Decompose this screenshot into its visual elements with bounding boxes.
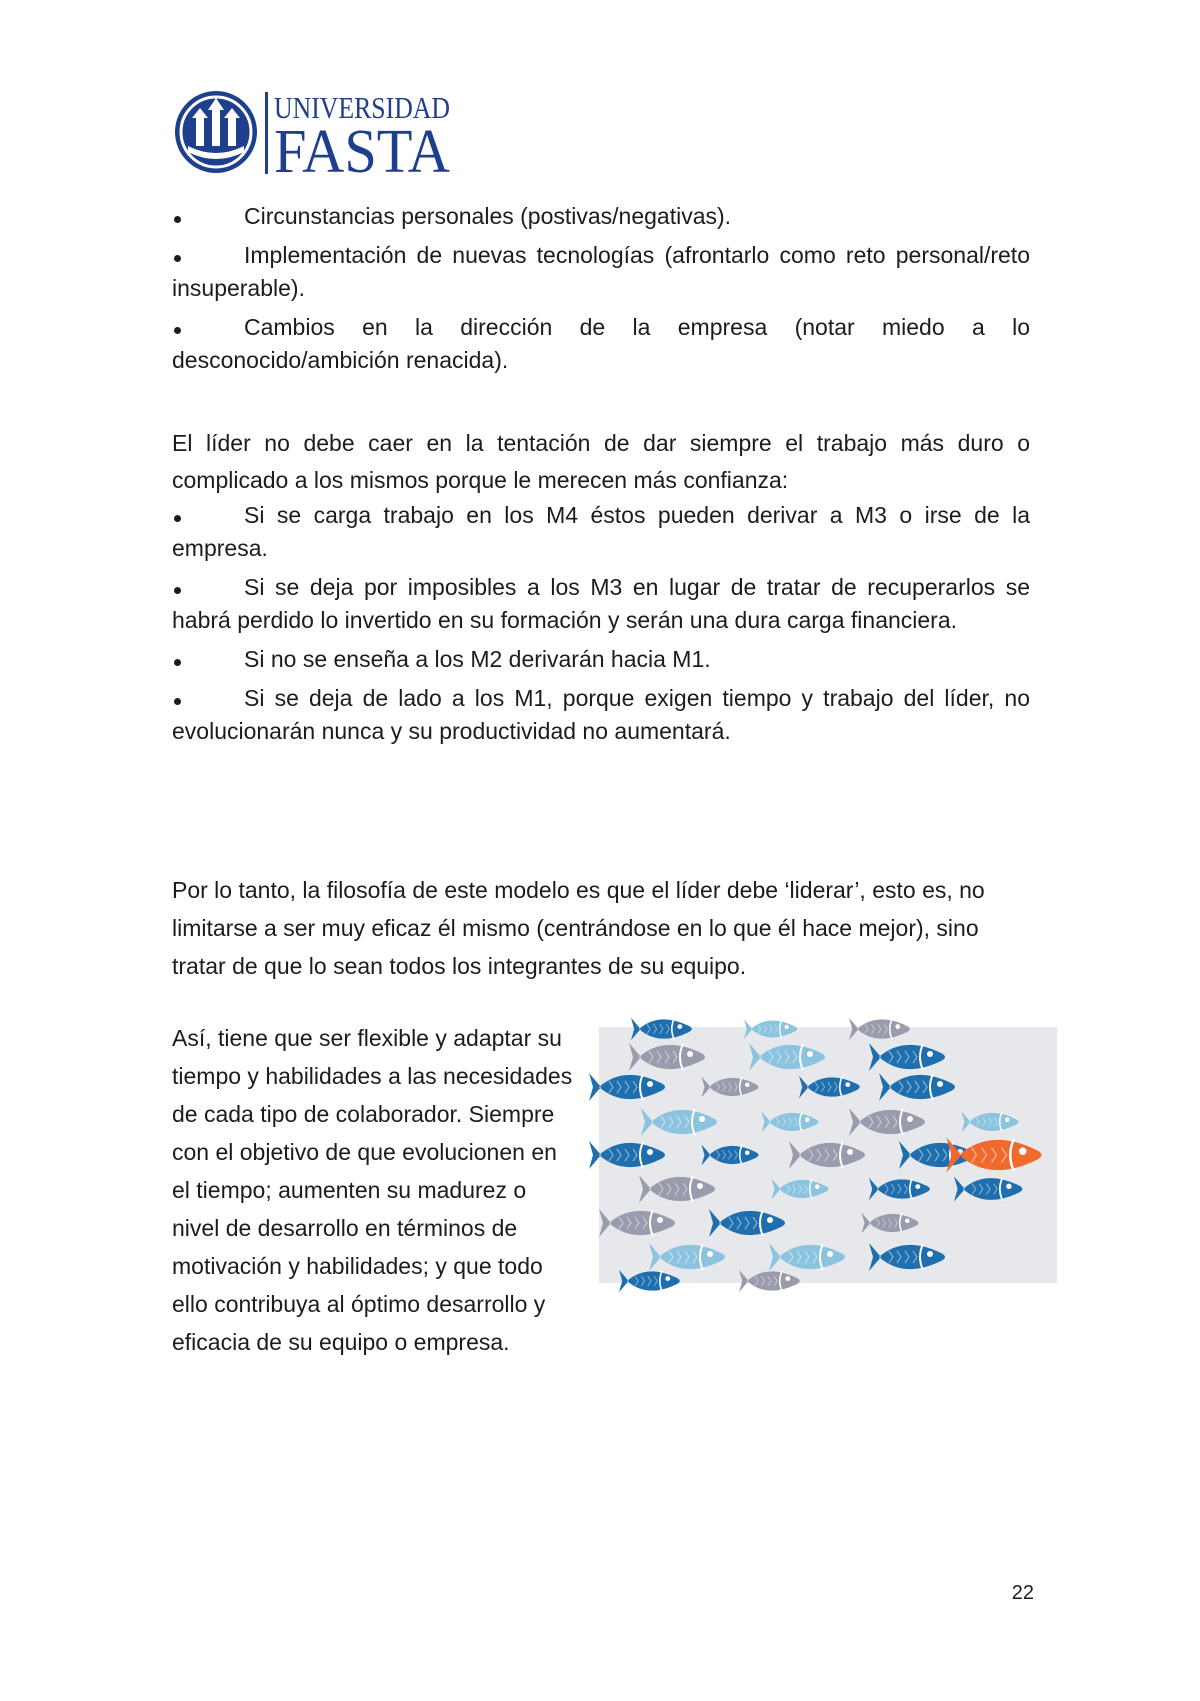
intro-paragraph: El líder no debe caer en la tentación de dar siempre el trabajo más duro o complicado a los mismos porque le merecen más confianza: xyxy=(172,430,1030,493)
list-item xyxy=(172,239,1030,305)
fish-icon xyxy=(769,1243,845,1271)
fish-icon xyxy=(869,1178,930,1200)
list-item-text: Cambios en la dirección de la empresa (notar miedo a lo desconocido/ambición renacida). xyxy=(172,314,1030,373)
main-content xyxy=(172,200,1030,1361)
fish-icon xyxy=(629,1043,705,1071)
fish-icon xyxy=(849,1108,925,1136)
fish-icon xyxy=(962,1112,1019,1133)
list-item xyxy=(172,682,1030,748)
fish-icon xyxy=(599,1209,675,1237)
final-paragraph: Así, tiene que ser flexible y adaptar su tiempo y habilidades a las necesidades de cada tipo de colaborador. Siempre con el objetivo de que evolucionen en el tiempo; aumenten su madurez o nivel de desarrollo en términos de motivación y habilidades; y que todo ello contribuya al óptimo desarrollo y eficacia de su equipo o empresa. xyxy=(172,1025,573,1355)
fish-icon xyxy=(649,1243,725,1271)
fish-icon xyxy=(862,1213,919,1234)
list-item xyxy=(172,311,1030,377)
list-item-text: Si se deja de lado a los M1, porque exigen tiempo y trabajo del líder, no evolucionarán nunca y su productividad no aumentará. xyxy=(172,685,1030,744)
list-item xyxy=(172,643,1030,676)
fish-icon xyxy=(639,1175,715,1203)
list-item-text: Implementación de nuevas tecnologías (afrontarlo como reto personal/reto insuperable). xyxy=(172,242,1030,301)
bullet-list-levels xyxy=(172,499,1030,748)
list-item xyxy=(172,499,1030,565)
fish-icon xyxy=(709,1209,785,1237)
fish-icon xyxy=(749,1043,825,1071)
list-item-text: Si no se enseña a los M2 derivarán hacia M1. xyxy=(244,646,711,672)
list-item xyxy=(172,200,1030,233)
list-item xyxy=(172,571,1030,637)
fish-icon xyxy=(869,1243,945,1271)
page-number: 22 xyxy=(1011,1582,1034,1604)
fish-icon xyxy=(702,1145,759,1166)
list-item-text: Circunstancias personales (postivas/negativas). xyxy=(244,203,732,229)
fish-icon xyxy=(702,1077,759,1098)
fish-icon xyxy=(789,1141,865,1169)
logo-text-fasta: FASTA xyxy=(274,118,451,186)
fish-icon xyxy=(589,1073,665,1101)
conclusion-paragraph: Por lo tanto, la filosofía de este modelo es que el líder debe ‘liderar’, esto es, no limitarse a ser muy eficaz él mismo (centrándose en lo que él hace mejor), sino tratar de que lo sean todos los integrantes de su equipo. xyxy=(172,877,985,979)
fish-icon xyxy=(589,1141,665,1169)
fish-icon xyxy=(641,1108,717,1136)
fish-icon xyxy=(762,1112,819,1133)
fish-icon xyxy=(954,1176,1022,1201)
fish-icon xyxy=(879,1073,955,1101)
fish-icon xyxy=(772,1179,829,1200)
fish-icon xyxy=(869,1043,945,1071)
university-logo xyxy=(172,86,454,186)
fish-icon xyxy=(799,1076,860,1098)
logo-text-universidad: UNIVERSIDAD xyxy=(274,90,450,125)
list-item-text: Si se deja por imposibles a los M3 en lugar de tratar de recuperarlos se habrá perdido lo invertido en su formación y serán una dura carga financiera. xyxy=(172,574,1030,633)
list-item-text: Si se carga trabajo en los M4 éstos pueden derivar a M3 o irse de la empresa. xyxy=(172,502,1030,561)
fish-school-illustration xyxy=(599,1027,1057,1283)
bullet-list-circumstances xyxy=(172,200,1030,377)
